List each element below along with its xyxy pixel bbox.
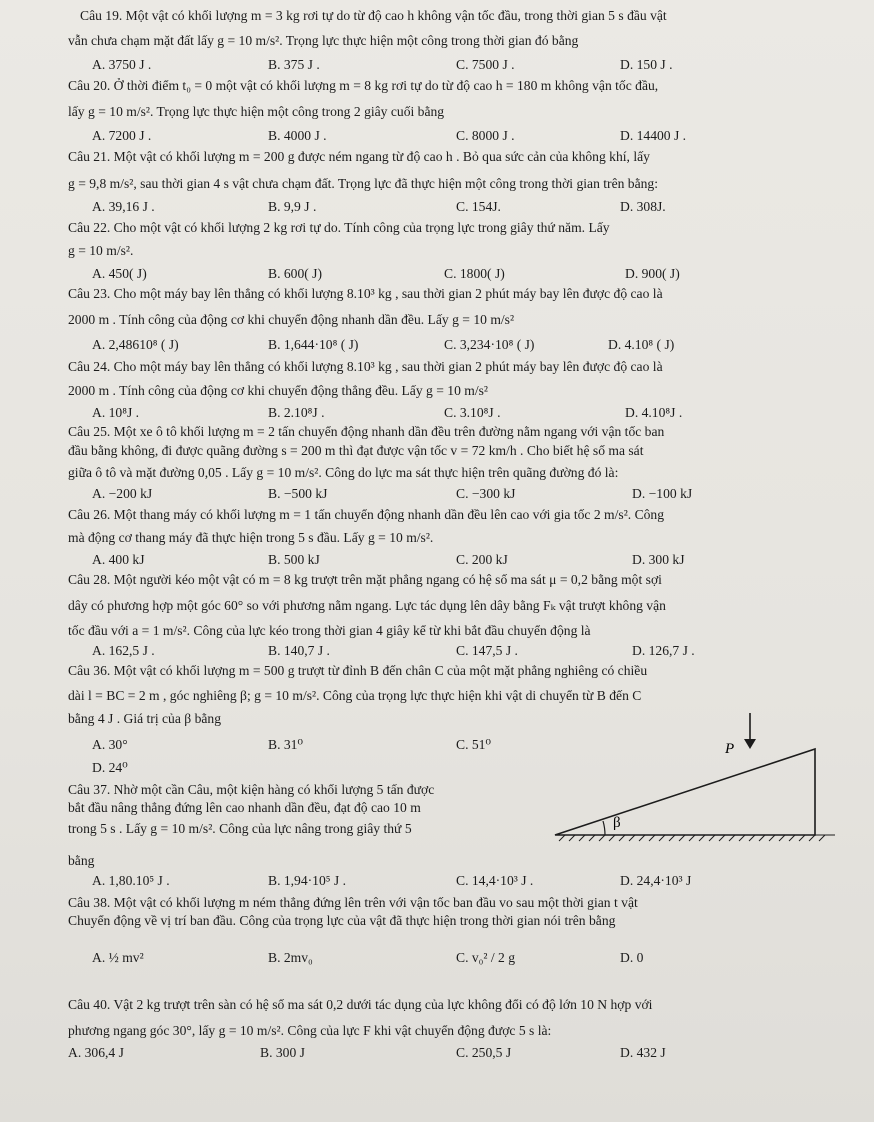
q37-option-a: A. 1,80.10⁵ J . [92, 873, 170, 888]
q28-line-3: tốc đầu với a = 1 m/s². Công của lực kéo trong thời gian 4 giây kể từ khi bắt đầu chuyển động là [68, 623, 591, 638]
q24-option-c: C. 3.10⁸J . [444, 405, 501, 420]
q36-line-1: Câu 36. Một vật có khối lượng m = 500 g trượt từ đỉnh B đến chân C của một mặt phẳng nghiêng có chiều [68, 663, 648, 678]
q40-line-2: phương ngang góc 30°, lấy g = 10 m/s². Công của lực F khi vật chuyển động được 5 s là: [68, 1023, 552, 1038]
q20-line-2: lấy g = 10 m/s². Trọng lực thực hiện một công trong 2 giây cuối bằng [68, 104, 445, 119]
q36-option-b: B. 31⁰ [268, 737, 303, 752]
q23-line-1: Câu 23. Cho một máy bay lên thẳng có khối lượng 8.10³ kg , sau thời gian 2 phút máy bay lên được độ cao là [68, 286, 663, 301]
q40-option-b: B. 300 J [260, 1045, 305, 1060]
q37-option-d: D. 24,4·10³ J [620, 873, 692, 888]
q40-option-c: C. 250,5 J [456, 1045, 512, 1060]
q20-option-a: A. 7200 J . [92, 128, 152, 143]
q37-line-4: bằng [68, 853, 95, 868]
q38-option-c: C. v₀² / 2 g [456, 950, 516, 965]
q28-option-a: A. 162,5 J . [92, 643, 155, 658]
q23-line-2: 2000 m . Tính công của động cơ khi chuyển động nhanh dần đều. Lấy g = 10 m/s² [68, 312, 515, 327]
q28-line-1: Câu 28. Một người kéo một vật có m = 8 kg trượt trên mặt phẳng ngang có hệ số ma sát μ = 0,2 bằng một sợi [68, 572, 662, 587]
q21-option-b: B. 9,9 J . [268, 199, 317, 214]
angle-label: β [613, 815, 621, 831]
inclined-plane-triangle [555, 749, 815, 835]
q20-line-1: Câu 20. Ở thời điểm t₀ = 0 một vật có khối lượng m = 8 kg rơi tự do từ độ cao h = 180 m không vận tốc đầu, [68, 78, 659, 93]
q25-option-a: A. −200 kJ [92, 486, 153, 501]
inclined-plane-figure [545, 703, 845, 843]
q22-line-2: g = 10 m/s². [68, 243, 134, 258]
q19-option-b: B. 375 J . [268, 57, 320, 72]
q23-option-a: A. 2,48610⁸ ( J) [92, 337, 179, 352]
q25-option-d: D. −100 kJ [632, 486, 693, 501]
q37-line-2: bắt đầu nâng thẳng đứng lên cao nhanh dần đều, đạt độ cao 10 m [68, 800, 421, 815]
q26-option-d: D. 300 kJ [632, 552, 685, 567]
angle-arc [603, 821, 605, 835]
q36-line-3: bằng 4 J . Giá trị của β bằng [68, 711, 222, 726]
q19-option-a: A. 3750 J . [92, 57, 152, 72]
q19-line-1: Câu 19. Một vật có khối lượng m = 3 kg rơi tự do từ độ cao h không vận tốc đầu, trong thời gian 5 s đầu vật [80, 8, 667, 23]
q22-option-c: C. 1800( J) [444, 266, 505, 281]
q24-option-a: A. 10⁸J . [92, 405, 140, 420]
q28-option-b: B. 140,7 J . [268, 643, 330, 658]
q22-line-1: Câu 22. Cho một vật có khối lượng 2 kg rơi tự do. Tính công của trọng lực trong giây thứ năm. Lấy [68, 220, 610, 235]
q37-option-b: B. 1,94·10⁵ J . [268, 873, 346, 888]
q20-option-c: C. 8000 J . [456, 128, 515, 143]
q28-line-2: dây có phương hợp một góc 60° so với phương nằm ngang. Lực tác dụng lên dây bằng Fₖ vật trượt không vận [68, 598, 666, 613]
q40-option-a: A. 306,4 J [68, 1045, 124, 1060]
q26-line-2: mà động cơ thang máy đã thực hiện trong 5 s đầu. Lấy g = 10 m/s². [68, 530, 434, 545]
q21-line-1: Câu 21. Một vật có khối lượng m = 200 g được ném ngang từ độ cao h . Bỏ qua sức cản của không khí, lấy [68, 149, 650, 164]
q38-line-1: Câu 38. Một vật có khối lượng m ném thẳng đứng lên trên với vận tốc ban đầu vo sau một thời gian t vật [68, 895, 638, 910]
q19-line-2: vẫn chưa chạm mặt đất lấy g = 10 m/s². Trọng lực thực hiện một công trong thời gian đó bằng [68, 33, 579, 48]
q38-option-a: A. ½ mv² [92, 950, 144, 965]
q37-line-1: Câu 37. Nhờ một cần Câu, một kiện hàng có khối lượng 5 tấn được [68, 782, 435, 797]
q20-option-b: B. 4000 J . [268, 128, 327, 143]
q26-option-a: A. 400 kJ [92, 552, 145, 567]
q24-option-d: D. 4.10⁸J . [625, 405, 683, 420]
q25-option-c: C. −300 kJ [456, 486, 516, 501]
q25-option-b: B. −500 kJ [268, 486, 328, 501]
q21-option-d: D. 308J. [620, 199, 666, 214]
q21-option-a: A. 39,16 J . [92, 199, 155, 214]
q21-option-c: C. 154J. [456, 199, 501, 214]
q28-option-c: C. 147,5 J . [456, 643, 518, 658]
q23-option-c: C. 3,234·10⁸ ( J) [444, 337, 535, 352]
q26-line-1: Câu 26. Một thang máy có khối lượng m = 1 tấn chuyển động nhanh dần đều lên cao với gia tốc 2 m/s². Công [68, 507, 665, 522]
q26-option-b: B. 500 kJ [268, 552, 320, 567]
q40-option-d: D. 432 J [620, 1045, 666, 1060]
q22-option-b: B. 600( J) [268, 266, 322, 281]
q22-option-d: D. 900( J) [625, 266, 680, 281]
q36-line-2: dài l = BC = 2 m , góc nghiêng β; g = 10 m/s². Công của trọng lực thực hiện khi vật di chuyển từ B đến C [68, 688, 642, 703]
q37-option-c: C. 14,4·10³ J . [456, 873, 534, 888]
q22-option-a: A. 450( J) [92, 266, 147, 281]
q25-line-3: giữa ô tô và mặt đường 0,05 . Lấy g = 10 m/s². Công do lực ma sát thực hiện trên quãng đường đó là: [68, 465, 619, 480]
q19-option-c: C. 7500 J . [456, 57, 515, 72]
q25-line-2: đầu bằng không, đi được quãng đường s = 200 m thì đạt được vận tốc v = 72 km/h . Cho biết hệ số ma sát [68, 443, 644, 458]
q21-line-2: g = 9,8 m/s², sau thời gian 4 s vật chưa chạm đất. Trọng lực đã thực hiện một công trong thời gian trên bằng: [68, 176, 658, 191]
q38-option-b: B. 2mv₀ [268, 950, 313, 965]
force-label: P⃗ [725, 741, 746, 757]
q20-option-d: D. 14400 J . [620, 128, 687, 143]
q40-line-1: Câu 40. Vật 2 kg trượt trên sàn có hệ số ma sát 0,2 dưới tác dụng của lực không đổi có độ lớn 10 N hợp với [68, 997, 653, 1012]
q23-option-b: B. 1,644·10⁸ ( J) [268, 337, 359, 352]
q38-option-d: D. 0 [620, 950, 644, 965]
q36-option-c: C. 51⁰ [456, 737, 491, 752]
q23-option-d: D. 4.10⁸ ( J) [608, 337, 675, 352]
q37-line-3: trong 5 s . Lấy g = 10 m/s². Công của lực nâng trong giây thứ 5 [68, 821, 412, 836]
q38-line-2: Chuyển động về vị trí ban đầu. Công của trọng lực của vật đã thực hiện trong thời gian nói trên bằng [68, 913, 616, 928]
q36-option-d: D. 24⁰ [92, 760, 128, 775]
q36-option-a: A. 30° [92, 737, 128, 752]
ground-hatching [555, 835, 835, 841]
q28-option-d: D. 126,7 J . [632, 643, 695, 658]
q19-option-d: D. 150 J . [620, 57, 673, 72]
q26-option-c: C. 200 kJ [456, 552, 508, 567]
q24-line-2: 2000 m . Tính công của động cơ khi chuyển động thẳng đều. Lấy g = 10 m/s² [68, 383, 489, 398]
q24-line-1: Câu 24. Cho một máy bay lên thẳng có khối lượng 8.10³ kg , sau thời gian 2 phút máy bay lên được độ cao là [68, 359, 663, 374]
q25-line-1: Câu 25. Một xe ô tô khối lượng m = 2 tấn chuyển động nhanh dần đều trên đường nằm ngang với vận tốc ban [68, 424, 665, 439]
q24-option-b: B. 2.10⁸J . [268, 405, 325, 420]
